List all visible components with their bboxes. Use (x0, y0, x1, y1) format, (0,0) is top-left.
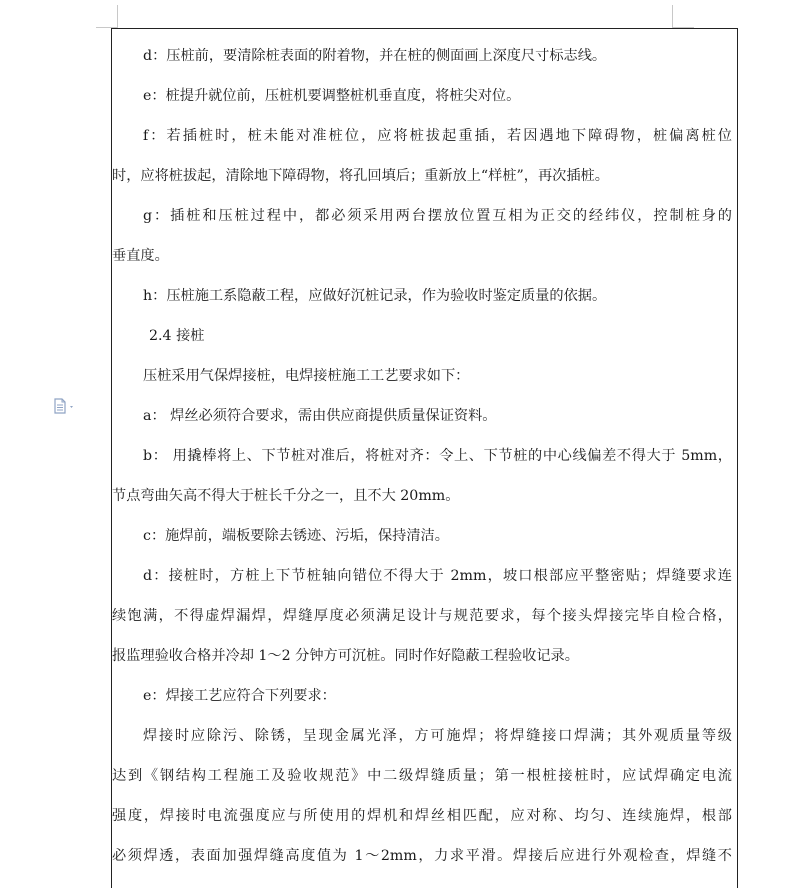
paragraph-line: 时，应将桩拔起，清除地下障碍物，将孔回填后；重新放上“样桩”，再次插桩。 (112, 168, 609, 184)
corner-mark-top-left-vertical (117, 5, 118, 28)
paragraph-line: 节点弯曲矢高不得大于桩长千分之一，且不大 20mm。 (112, 488, 460, 504)
corner-mark-top-right-vertical (672, 5, 673, 28)
paragraph-line: 焊接时应除污、除锈，呈现金属光泽，方可施焊；将焊缝接口焊满；其外观质量等级 (143, 728, 732, 744)
document-body (112, 36, 732, 876)
paragraph-line: 续饱满，不得虚焊漏焊，焊缝厚度必须满足设计与规范要求，每个接头焊接完毕自检合格， (112, 608, 732, 624)
paragraph-line: a： 焊丝必须符合要求，需由供应商提供质量保证资料。 (143, 408, 497, 424)
paragraph-line: 必须焊透，表面加强焊缝高度值为 1～2mm，力求平滑。焊接后应进行外观检查，焊缝不 (112, 848, 732, 864)
paragraph-line: h：压桩施工系隐蔽工程，应做好沉桩记录，作为验收时鉴定质量的依据。 (143, 288, 607, 304)
paragraph-line: d：接桩时，方桩上下节桩轴向错位不得大于 2mm，坡口根部应平整密贴；焊缝要求连 (143, 568, 732, 584)
paragraph-line: b： 用撬棒将上、下节桩对准后，将桩对齐：令上、下节桩的中心线偏差不得大于 5mm， (143, 448, 732, 464)
paragraph-line: d：压桩前，要清除桩表面的附着物，并在桩的侧面画上深度尺寸标志线。 (143, 48, 607, 64)
paragraph-line: e：桩提升就位前，压桩机要调整桩机垂直度，将桩尖对位。 (143, 88, 521, 104)
paragraph-line: e：焊接工艺应符合下列要求： (143, 688, 336, 704)
paragraph-line: 报监理验收合格并冷却 1～2 分钟方可沉桩。同时作好隐蔽工程验收记录。 (112, 648, 579, 664)
paragraph-line: 垂直度。 (112, 248, 169, 264)
paragraph-line: 压桩采用气保焊接桩，电焊接桩施工工艺要求如下： (143, 368, 470, 384)
paragraph-line: f：若插桩时，桩未能对准桩位，应将桩拔起重插，若因遇地下障碍物，桩偏离桩位 (143, 128, 732, 144)
section-heading: 2.4 接桩 (149, 328, 205, 344)
document-dropdown-glyph (52, 398, 78, 414)
paragraph-line: 达到《钢结构工程施工及验收规范》中二级焊缝质量；第一根桩接桩时，应试焊确定电流 (112, 768, 732, 784)
paragraph-line: g：插桩和压桩过程中，都必须采用两台摆放位置互相为正交的经纬仪，控制桩身的 (143, 208, 732, 224)
paragraph-line: c：施焊前，端板要除去锈迹、污垢，保持清洁。 (143, 528, 449, 544)
document-icon[interactable] (52, 398, 78, 414)
paragraph-line: 强度，焊接时电流强度应与所使用的焊机和焊丝相匹配，应对称、均匀、连续施焊，根部 (112, 808, 732, 824)
